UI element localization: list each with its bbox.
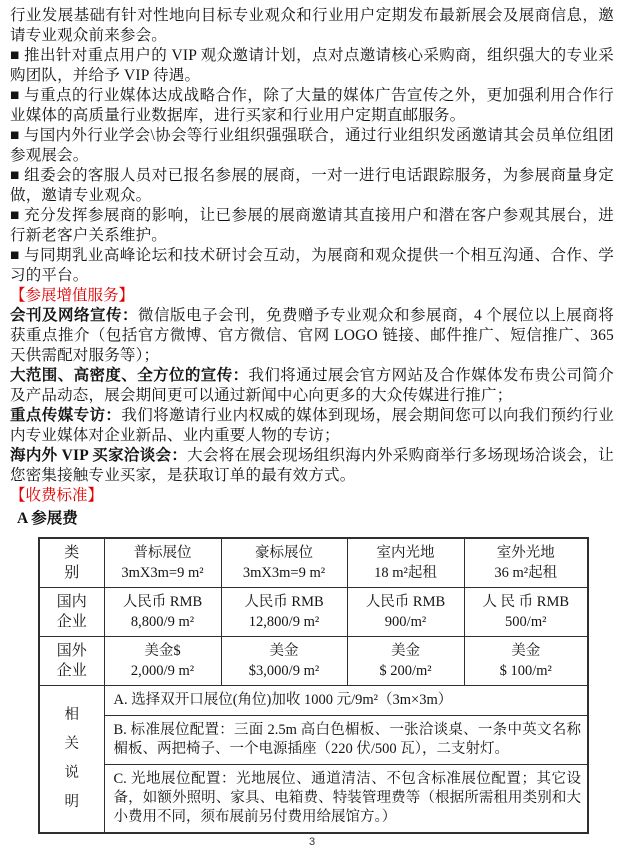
- amount: 2,000/9 m²: [130, 663, 195, 679]
- note-standard-booth-config: B. 标准展位配置：三面 2.5m 高白色楣板、一张洽谈桌、一条中英文名称楣板、两把椅子、一个电源插座（220 伏/500 瓦），二支射灯。: [104, 716, 588, 765]
- header-title: 普标展位: [133, 545, 192, 561]
- header-title: 室内光地: [376, 545, 435, 561]
- header-title: 室外光地: [496, 545, 555, 561]
- fee-table-header-indoor-space: [347, 538, 464, 588]
- value-added-item-journal-lead: 会刊及网络宣传：: [10, 307, 138, 324]
- currency: 人 民 币 RMB: [482, 594, 570, 610]
- price-foreign-indoor: [347, 637, 464, 686]
- intro-paragraph-carryover: 行业发展基础有针对性地向目标专业观众和行业用户定期发布最新展会及展商信息，邀请专业观众前来参会。: [10, 7, 614, 44]
- fee-table-header-outdoor-space: [464, 538, 588, 588]
- amount: 8,800/9 m²: [130, 614, 195, 630]
- currency: 人民币 RMB: [365, 594, 446, 610]
- fee-table-notes-row-a: [39, 686, 588, 716]
- corner-line-1: 类: [64, 545, 80, 561]
- row-label-line-1: 国内: [56, 594, 87, 610]
- row-label-line-2: 企业: [56, 614, 87, 630]
- amount: $ 100/m²: [499, 663, 552, 679]
- notes-label-char-1: 相: [64, 707, 79, 723]
- bullet-paragraph-forum-interaction: ■ 与同期乳业高峰论坛和技术研讨会互动，为展商和观众提供一个相互沟通、合作、学习的平台。: [10, 247, 614, 284]
- fee-table-header-deluxe-booth: [221, 538, 347, 588]
- price-foreign-standard: [104, 637, 221, 686]
- notes-label-char-2: 关: [64, 736, 79, 752]
- row-label-line-2: 企业: [56, 663, 87, 679]
- currency: 美金: [269, 643, 299, 659]
- notes-label-char-4: 明: [64, 794, 79, 810]
- header-title: 豪标展位: [255, 545, 313, 561]
- fee-table-row-foreign: [39, 637, 588, 686]
- note-corner-booth-surcharge: A. 选择双开口展位(角位)加收 1000 元/9m²（3m×3m）: [104, 686, 588, 716]
- fee-table-notes-row-b: [39, 716, 588, 765]
- currency: 美金: [391, 643, 420, 659]
- fee-table-corner-cell: [39, 538, 104, 588]
- fee-table: [38, 537, 589, 834]
- fee-table-row-domestic: [39, 588, 588, 637]
- amount: $ 200/m²: [379, 663, 432, 679]
- amount: 500/m²: [505, 614, 547, 630]
- value-added-item-publicity: [10, 366, 614, 406]
- currency: 美金: [511, 643, 541, 659]
- value-added-item-journal-text: 微信版电子会刊，免费赠予专业观众和参展商，4 个展位以上展商将获重点推介（包括官方微博、官方微信、官网 LOGO 链接、邮件推广、短信推广、365 天供需配对服务等）；: [10, 307, 614, 364]
- bullet-paragraph-exhibitor-influence: ■ 充分发挥参展商的影响，让已参展的展商邀请其直接用户和潜在客户参观其展台，进行新老客户关系维护。: [10, 207, 614, 244]
- value-added-item-media-interview-lead: 重点传媒专访：: [10, 407, 122, 424]
- note-raw-space-config: C. 光地展位配置：光地展位、通道清洁、不包含标准展位配置；其它设备，如额外照明、家具、电箱费、特装管理费等（根据所需租用类别和大小费用不同，须布展前另付费用给展馆方。）: [104, 765, 588, 834]
- fee-table-header-row: [39, 538, 588, 588]
- value-added-item-journal: [10, 306, 614, 366]
- amount: $3,000/9 m²: [248, 663, 320, 679]
- row-label-domestic: [39, 588, 104, 637]
- header-spec: 18 m²起租: [374, 565, 437, 581]
- bullet-paragraph-phone-followup: ■ 组委会的客服人员对已报名参展的展商，一对一进行电话跟踪服务，为参展商量身定做，邀请专业观众。: [10, 167, 614, 204]
- fee-table-header-standard-booth: [104, 538, 221, 588]
- page-number: 3: [308, 836, 316, 848]
- heading-value-added-services: 【参展增值服务】: [10, 287, 135, 304]
- fee-table-notes-row-c: [39, 765, 588, 834]
- header-spec: 36 m²起租: [494, 565, 558, 581]
- bullet-paragraph-vip-invite: ■ 推出针对重点用户的 VIP 观众邀请计划，点对点邀请核心采购商，组织强大的专业采购团队，并给予 VIP 待遇。: [10, 47, 614, 84]
- header-spec: 3mX3m=9 m²: [121, 565, 204, 581]
- price-domestic-standard: [104, 588, 221, 637]
- price-domestic-indoor: [347, 588, 464, 637]
- bullet-paragraph-media-cooperation: ■ 与重点的行业媒体达成战略合作，除了大量的媒体广告宣传之外，更加强利用合作行业媒体的高质量行业数据库，进行买家和行业用户定期直邮服务。: [10, 87, 614, 124]
- price-domestic-outdoor: [464, 588, 588, 637]
- row-label-foreign: [39, 637, 104, 686]
- currency: 美金$: [144, 643, 181, 659]
- price-foreign-deluxe: [221, 637, 347, 686]
- heading-fee-standard: 【收费标准】: [10, 487, 104, 504]
- price-domestic-deluxe: [221, 588, 347, 637]
- subheading-exhibition-fee: A 参展费: [17, 510, 78, 527]
- value-added-item-media-interview-text: 我们将邀请行业内权威的媒体到现场，展会期间您可以向我们预约行业内专业媒体对企业新品、业内重要人物的专访；: [10, 407, 615, 444]
- value-added-item-buyer-meeting-lead: 海内外 VIP 买家洽谈会：: [10, 447, 188, 464]
- value-added-item-media-interview: [10, 406, 614, 446]
- currency: 人民币 RMB: [122, 594, 203, 610]
- row-label-line-1: 国外: [56, 643, 87, 659]
- amount: 12,800/9 m²: [248, 614, 320, 630]
- notes-label-cell: [39, 686, 104, 834]
- bullet-paragraph-associations: ■ 与国内外行业学会\协会等行业组织强强联合，通过行业组织发函邀请其会员单位组团参观展会。: [10, 127, 614, 164]
- corner-line-2: 别: [64, 565, 80, 581]
- header-spec: 3mX3m=9 m²: [242, 565, 326, 581]
- value-added-item-buyer-meeting: [10, 446, 614, 486]
- price-foreign-outdoor: [464, 637, 588, 686]
- currency: 人民币 RMB: [244, 594, 324, 610]
- notes-label-char-3: 说: [64, 765, 79, 781]
- amount: 900/m²: [384, 614, 427, 630]
- value-added-item-publicity-lead: 大范围、高密度、全方位的宣传：: [10, 367, 249, 384]
- value-added-item-buyer-meeting-text: 大会将在展会现场组织海内外采购商举行多场现场洽谈会，让您密集接触专业买家，是获取订单的最有效方式。: [10, 447, 614, 484]
- value-added-item-publicity-text: 我们将通过展会官方网站及合作媒体发布贵公司简介及产品动态，展会期间更可以通过新闻中心向更多的大众传媒进行推广；: [10, 367, 614, 404]
